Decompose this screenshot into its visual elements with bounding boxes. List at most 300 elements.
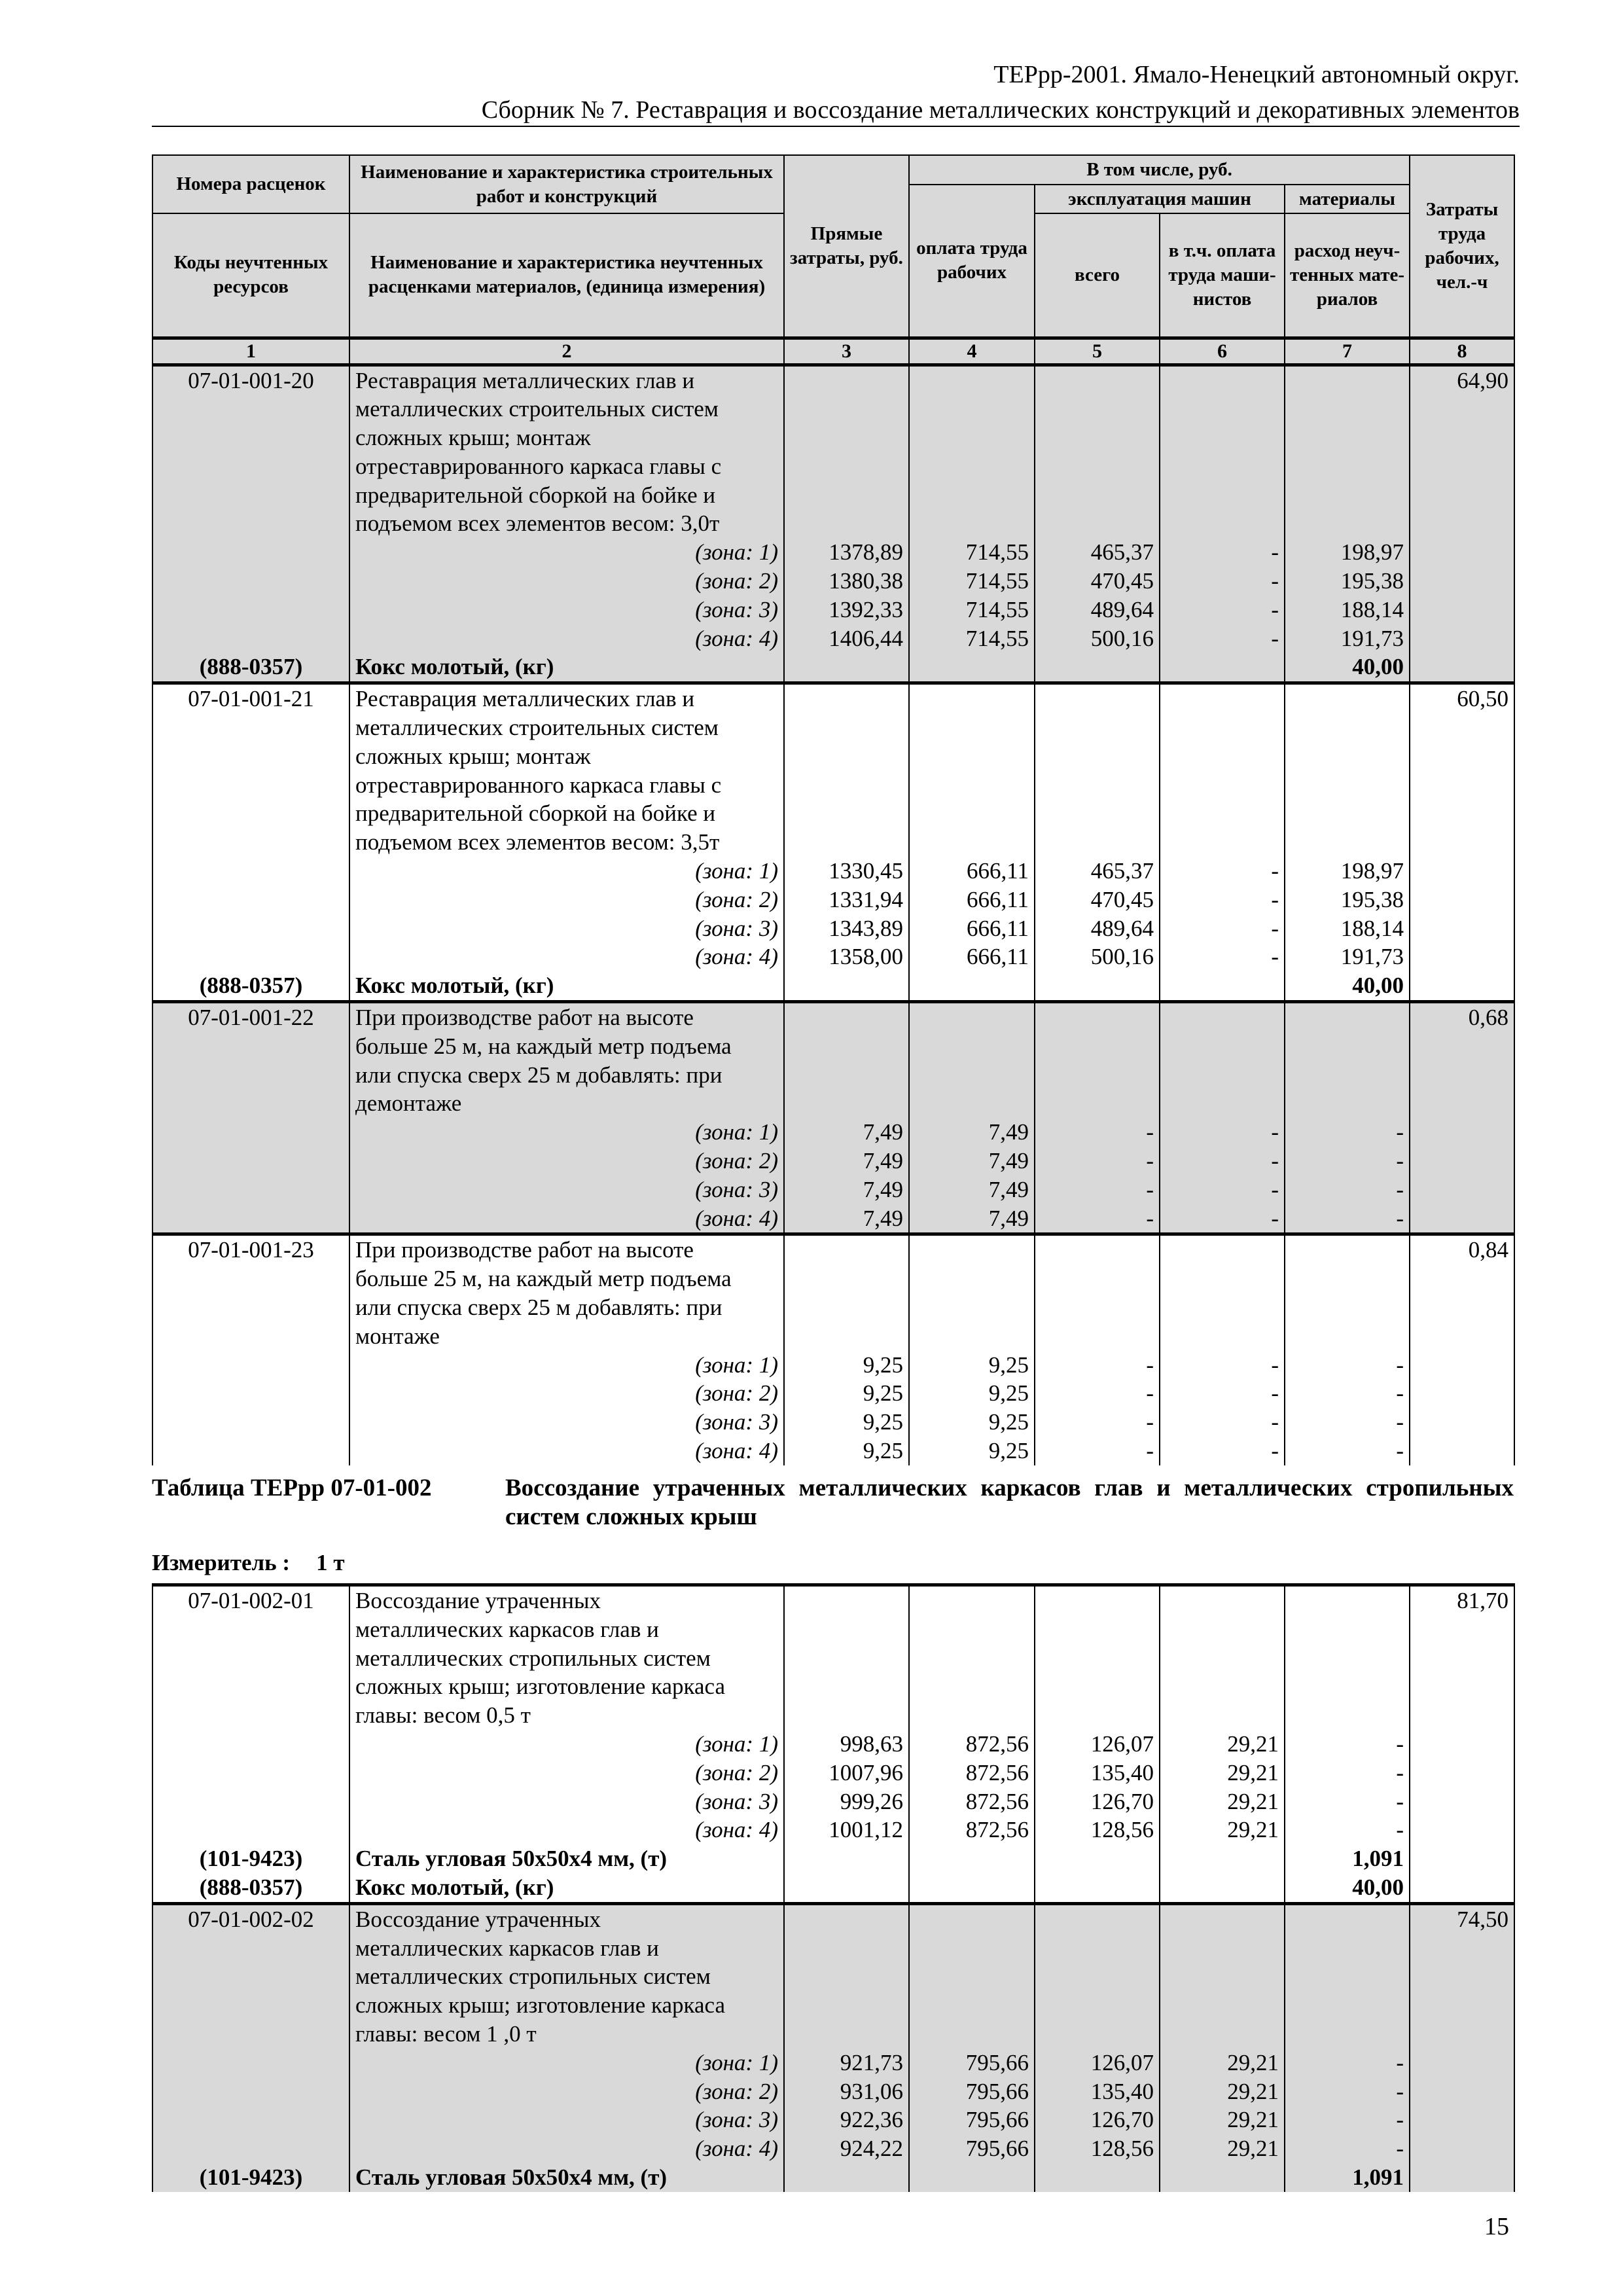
direct-cost: 9,25: [784, 1351, 909, 1380]
rate-code: [152, 1322, 349, 1351]
zone-label: (зона: 2): [349, 1759, 784, 1787]
empty-cell: [1160, 713, 1285, 742]
empty-cell: [1285, 1293, 1410, 1322]
labor-cost: [1410, 799, 1514, 828]
empty-cell: [1035, 1265, 1160, 1293]
empty-cell: [909, 1032, 1035, 1061]
machinist-pay: -: [1160, 1408, 1285, 1437]
rate-code: [152, 799, 349, 828]
empty-cell: [1410, 624, 1514, 653]
empty-cell: [1035, 1061, 1160, 1090]
rate-description-row: [152, 1061, 1514, 1090]
worker-pay: 7,49: [909, 1175, 1035, 1204]
empty-cell: [152, 596, 349, 624]
worker-pay: 795,66: [909, 2049, 1035, 2077]
machines-total: -: [1035, 1118, 1160, 1147]
col-number: 8: [1410, 338, 1514, 365]
empty-cell: [1285, 1061, 1410, 1090]
empty-cell: [1285, 799, 1410, 828]
empty-cell: [784, 771, 909, 800]
zone-row: [152, 1147, 1514, 1175]
worker-pay: 9,25: [909, 1351, 1035, 1380]
empty-cell: [784, 1644, 909, 1673]
empty-cell: [1035, 1293, 1160, 1322]
material-cost: -: [1285, 1759, 1410, 1787]
resource-quantity: 1,091: [1285, 2163, 1410, 2192]
direct-cost: 1343,89: [784, 914, 909, 943]
empty-cell: [1035, 395, 1160, 423]
running-header-collection: Сборник № 7. Реставрация и воссоздание металлических конструкций и декоративных элементов: [481, 96, 1520, 124]
rate-description: Реставрация металлических глав и: [349, 683, 784, 713]
machines-total: 465,37: [1035, 538, 1160, 567]
empty-cell: [1160, 423, 1285, 452]
machines-total: -: [1035, 1408, 1160, 1437]
machinist-pay: 29,21: [1160, 2077, 1285, 2106]
empty-cell: [784, 971, 909, 1001]
empty-cell: [1160, 1644, 1285, 1673]
rate-description: предварительной сборкой на бойке и: [349, 799, 784, 828]
empty-cell: [1410, 1730, 1514, 1759]
direct-cost: 1392,33: [784, 596, 909, 624]
empty-cell: [1160, 1672, 1285, 1701]
machinist-pay: -: [1160, 886, 1285, 914]
machinist-pay: -: [1160, 1351, 1285, 1380]
labor-cost: [1410, 1032, 1514, 1061]
empty-cell: [1285, 1002, 1410, 1032]
labor-cost: 64,90: [1410, 365, 1514, 395]
labor-cost: [1410, 509, 1514, 538]
empty-cell: [1160, 1615, 1285, 1644]
empty-cell: [909, 365, 1035, 395]
empty-cell: [152, 1175, 349, 1204]
labor-cost: [1410, 1265, 1514, 1293]
empty-cell: [909, 799, 1035, 828]
material-cost: -: [1285, 1204, 1410, 1234]
zone-row: [152, 1759, 1514, 1787]
rate-description-row: [152, 423, 1514, 452]
empty-cell: [909, 713, 1035, 742]
empty-cell: [784, 2163, 909, 2192]
machinist-pay: -: [1160, 1379, 1285, 1408]
empty-cell: [909, 2163, 1035, 2192]
material-cost: -: [1285, 1175, 1410, 1204]
empty-cell: [1160, 799, 1285, 828]
machines-total: 126,70: [1035, 2106, 1160, 2134]
th-labor-costs: Затраты труда рабочих, чел.-ч: [1410, 155, 1514, 338]
empty-cell: [909, 1293, 1035, 1322]
empty-cell: [1285, 1701, 1410, 1730]
rate-code: [152, 742, 349, 771]
empty-cell: [1160, 2163, 1285, 2192]
col-number: 3: [784, 338, 909, 365]
material-cost: -: [1285, 1147, 1410, 1175]
machines-total: 500,16: [1035, 624, 1160, 653]
th-machinist-pay: в т.ч. оплата труда маши-нистов: [1160, 213, 1285, 338]
zone-row: [152, 624, 1514, 653]
empty-cell: [784, 1615, 909, 1644]
empty-cell: [1410, 1147, 1514, 1175]
material-cost: -: [1285, 1437, 1410, 1465]
worker-pay: 7,49: [909, 1118, 1035, 1147]
table-title: [152, 1474, 1514, 1532]
empty-cell: [784, 2020, 909, 2049]
machinist-pay: -: [1160, 596, 1285, 624]
th-direct-costs: Прямые затраты, руб.: [784, 155, 909, 338]
rate-code: [152, 713, 349, 742]
empty-cell: [1285, 1585, 1410, 1615]
direct-cost: 1331,94: [784, 886, 909, 914]
zone-row: [152, 2134, 1514, 2163]
material-cost: 195,38: [1285, 886, 1410, 914]
machinist-pay: 29,21: [1160, 1787, 1285, 1816]
zone-label: (зона: 3): [349, 596, 784, 624]
empty-cell: [1160, 683, 1285, 713]
empty-cell: [909, 971, 1035, 1001]
rate-code: [152, 771, 349, 800]
labor-cost: 0,84: [1410, 1234, 1514, 1265]
empty-cell: [152, 567, 349, 596]
worker-pay: 7,49: [909, 1147, 1035, 1175]
empty-cell: [909, 771, 1035, 800]
empty-cell: [784, 395, 909, 423]
worker-pay: 666,11: [909, 914, 1035, 943]
empty-cell: [784, 1061, 909, 1090]
empty-cell: [1410, 1816, 1514, 1844]
labor-cost: [1410, 1962, 1514, 1991]
empty-cell: [784, 742, 909, 771]
rate-description-row: [152, 799, 1514, 828]
zone-label: (зона: 3): [349, 1787, 784, 1816]
zone-row: [152, 1730, 1514, 1759]
rate-description: металлических каркасов глав и: [349, 1615, 784, 1644]
empty-cell: [1285, 365, 1410, 395]
empty-cell: [1410, 1118, 1514, 1147]
zone-row: [152, 1408, 1514, 1437]
empty-cell: [909, 828, 1035, 857]
empty-cell: [784, 452, 909, 481]
rate-description: При производстве работ на высоте: [349, 1234, 784, 1265]
empty-cell: [784, 1873, 909, 1903]
rate-description: или спуска сверх 25 м добавлять: при: [349, 1293, 784, 1322]
machinist-pay: 29,21: [1160, 2134, 1285, 2163]
machines-total: 470,45: [1035, 567, 1160, 596]
labor-cost: [1410, 713, 1514, 742]
labor-cost: [1410, 1061, 1514, 1090]
empty-cell: [909, 742, 1035, 771]
table-header: [152, 155, 1514, 365]
machines-total: 135,40: [1035, 2077, 1160, 2106]
empty-cell: [784, 1002, 909, 1032]
empty-cell: [1160, 1322, 1285, 1351]
rate-description: сложных крыш; монтаж: [349, 423, 784, 452]
measure-unit: [152, 1549, 345, 1577]
zone-label: (зона: 2): [349, 886, 784, 914]
header-rule: [152, 126, 1520, 127]
empty-cell: [152, 2077, 349, 2106]
empty-cell: [909, 1615, 1035, 1644]
empty-cell: [784, 653, 909, 683]
rate-description: главы: весом 1 ,0 т: [349, 2020, 784, 2049]
worker-pay: 795,66: [909, 2077, 1035, 2106]
rate-description-row: [152, 1934, 1514, 1963]
machinist-pay: 29,21: [1160, 1759, 1285, 1787]
empty-cell: [1410, 914, 1514, 943]
empty-cell: [909, 1265, 1035, 1293]
empty-cell: [909, 1844, 1035, 1873]
empty-cell: [1410, 1873, 1514, 1903]
empty-cell: [1285, 509, 1410, 538]
resource-name: Кокс молотый, (кг): [349, 653, 784, 683]
empty-cell: [152, 1816, 349, 1844]
resource-code: (888-0357): [152, 653, 349, 683]
rate-description-row: [152, 771, 1514, 800]
rate-description: При производстве работ на высоте: [349, 1002, 784, 1032]
empty-cell: [909, 683, 1035, 713]
worker-pay: 872,56: [909, 1759, 1035, 1787]
empty-cell: [784, 481, 909, 510]
empty-cell: [152, 624, 349, 653]
zone-row: [152, 1379, 1514, 1408]
machines-total: 470,45: [1035, 886, 1160, 914]
empty-cell: [1160, 509, 1285, 538]
rate-description: сложных крыш; изготовление каркаса: [349, 1672, 784, 1701]
rate-description: или спуска сверх 25 м добавлять: при: [349, 1061, 784, 1090]
worker-pay: 872,56: [909, 1730, 1035, 1759]
empty-cell: [1035, 1002, 1160, 1032]
material-cost: -: [1285, 2134, 1410, 2163]
zone-label: (зона: 3): [349, 2106, 784, 2134]
direct-cost: 9,25: [784, 1437, 909, 1465]
rate-code: [152, 1644, 349, 1673]
empty-cell: [1035, 1644, 1160, 1673]
empty-cell: [1285, 1322, 1410, 1351]
resource-code: (101-9423): [152, 1844, 349, 1873]
machinist-pay: -: [1160, 1118, 1285, 1147]
empty-cell: [1035, 1701, 1160, 1730]
rate-description: отреставрированного каркаса главы с: [349, 771, 784, 800]
empty-cell: [1160, 1701, 1285, 1730]
empty-cell: [784, 713, 909, 742]
rate-code: 07-01-001-23: [152, 1234, 349, 1265]
machinist-pay: -: [1160, 1147, 1285, 1175]
resource-code: (101-9423): [152, 2163, 349, 2192]
empty-cell: [1035, 1672, 1160, 1701]
rate-description: металлических каркасов глав и: [349, 1934, 784, 1963]
material-cost: 198,97: [1285, 857, 1410, 886]
machinist-pay: -: [1160, 857, 1285, 886]
empty-cell: [909, 653, 1035, 683]
rate-code: [152, 1089, 349, 1118]
empty-cell: [1035, 1234, 1160, 1265]
empty-cell: [784, 799, 909, 828]
empty-cell: [152, 2106, 349, 2134]
machinist-pay: -: [1160, 942, 1285, 971]
resource-code: (888-0357): [152, 1873, 349, 1903]
rate-description: главы: весом 0,5 т: [349, 1701, 784, 1730]
worker-pay: 666,11: [909, 857, 1035, 886]
empty-cell: [909, 1962, 1035, 1991]
zone-label: (зона: 4): [349, 1204, 784, 1234]
worker-pay: 795,66: [909, 2134, 1035, 2163]
empty-cell: [784, 1265, 909, 1293]
empty-cell: [1035, 1089, 1160, 1118]
rate-code: [152, 1615, 349, 1644]
empty-cell: [909, 481, 1035, 510]
rate-code: [152, 509, 349, 538]
empty-cell: [1160, 971, 1285, 1001]
direct-cost: 924,22: [784, 2134, 909, 2163]
rate-description-row: [152, 1672, 1514, 1701]
empty-cell: [1160, 1873, 1285, 1903]
empty-cell: [909, 509, 1035, 538]
rate-description: металлических строительных систем: [349, 713, 784, 742]
empty-cell: [1160, 828, 1285, 857]
rate-description-row: [152, 1644, 1514, 1673]
labor-cost: [1410, 771, 1514, 800]
machines-total: -: [1035, 1204, 1160, 1234]
empty-cell: [152, 914, 349, 943]
empty-cell: [909, 1701, 1035, 1730]
resource-name: Сталь угловая 50х50х4 мм, (т): [349, 1844, 784, 1873]
empty-cell: [784, 1032, 909, 1061]
worker-pay: 666,11: [909, 942, 1035, 971]
direct-cost: 9,25: [784, 1408, 909, 1437]
zone-row: [152, 1118, 1514, 1147]
zone-label: (зона: 1): [349, 538, 784, 567]
rate-description: Воссоздание утраченных: [349, 1585, 784, 1615]
th-machine-operation: эксплуатация машин: [1035, 185, 1285, 213]
rate-code: [152, 1032, 349, 1061]
direct-cost: 1406,44: [784, 624, 909, 653]
resource-row: [152, 1844, 1514, 1873]
table-title-prefix: Таблица ТЕРрр 07-01-002: [152, 1475, 432, 1501]
empty-cell: [784, 1672, 909, 1701]
zone-label: (зона: 2): [349, 2077, 784, 2106]
empty-cell: [1160, 1032, 1285, 1061]
empty-cell: [1285, 683, 1410, 713]
empty-cell: [1285, 1089, 1410, 1118]
zone-row: [152, 1437, 1514, 1465]
empty-cell: [909, 1873, 1035, 1903]
direct-cost: 922,36: [784, 2106, 909, 2134]
rate-code: 07-01-001-20: [152, 365, 349, 395]
rate-description-row: [152, 1293, 1514, 1322]
empty-cell: [1035, 365, 1160, 395]
rate-description-row: [152, 509, 1514, 538]
empty-cell: [1035, 971, 1160, 1001]
zone-label: (зона: 4): [349, 2134, 784, 2163]
resource-code: (888-0357): [152, 971, 349, 1001]
empty-cell: [909, 1002, 1035, 1032]
empty-cell: [1035, 771, 1160, 800]
zone-label: (зона: 4): [349, 1437, 784, 1465]
resource-quantity: 40,00: [1285, 971, 1410, 1001]
empty-cell: [1285, 828, 1410, 857]
labor-cost: 0,68: [1410, 1002, 1514, 1032]
rates-table-07-01-002: [152, 1583, 1515, 2192]
empty-cell: [909, 1061, 1035, 1090]
empty-cell: [1160, 1089, 1285, 1118]
empty-cell: [1410, 538, 1514, 567]
empty-cell: [784, 1234, 909, 1265]
rate-description: сложных крыш; изготовление каркаса: [349, 1991, 784, 2020]
zone-row: [152, 1787, 1514, 1816]
zone-row: [152, 942, 1514, 971]
empty-cell: [909, 1903, 1035, 1933]
machines-total: 135,40: [1035, 1759, 1160, 1787]
zone-label: (зона: 4): [349, 624, 784, 653]
empty-cell: [152, 538, 349, 567]
empty-cell: [1285, 1644, 1410, 1673]
direct-cost: 999,26: [784, 1787, 909, 1816]
empty-cell: [784, 1322, 909, 1351]
rate-code: [152, 1701, 349, 1730]
rate-code: [152, 1061, 349, 1090]
col-number: 1: [152, 338, 349, 365]
zone-row: [152, 2106, 1514, 2134]
worker-pay: 872,56: [909, 1787, 1035, 1816]
empty-cell: [1160, 1934, 1285, 1963]
labor-cost: [1410, 1322, 1514, 1351]
machines-total: 128,56: [1035, 2134, 1160, 2163]
empty-cell: [1035, 1615, 1160, 1644]
zone-label: (зона: 4): [349, 942, 784, 971]
worker-pay: 714,55: [909, 624, 1035, 653]
worker-pay: 9,25: [909, 1408, 1035, 1437]
direct-cost: 7,49: [784, 1118, 909, 1147]
empty-cell: [152, 2134, 349, 2163]
empty-cell: [784, 509, 909, 538]
zone-row: [152, 886, 1514, 914]
labor-cost: 60,50: [1410, 683, 1514, 713]
rate-row: [152, 365, 1514, 395]
machinist-pay: -: [1160, 1175, 1285, 1204]
labor-cost: [1410, 742, 1514, 771]
empty-cell: [1410, 1175, 1514, 1204]
rate-code: [152, 1934, 349, 1963]
empty-cell: [152, 1437, 349, 1465]
rate-description: больше 25 м, на каждый метр подъема: [349, 1032, 784, 1061]
material-cost: -: [1285, 2049, 1410, 2077]
rate-code: 07-01-001-22: [152, 1002, 349, 1032]
empty-cell: [909, 423, 1035, 452]
machines-total: 126,07: [1035, 1730, 1160, 1759]
empty-cell: [1160, 1265, 1285, 1293]
empty-cell: [1285, 1615, 1410, 1644]
empty-cell: [784, 1844, 909, 1873]
machinist-pay: -: [1160, 624, 1285, 653]
empty-cell: [1410, 2106, 1514, 2134]
zone-row: [152, 596, 1514, 624]
table-title-text: Воссоздание утраченных металлических каркасов глав и металлических стропильных систем сложных крыш: [505, 1475, 1514, 1530]
empty-cell: [1035, 2020, 1160, 2049]
resource-name: Кокс молотый, (кг): [349, 971, 784, 1001]
machines-total: -: [1035, 1379, 1160, 1408]
empty-cell: [1035, 799, 1160, 828]
rate-description: Воссоздание утраченных: [349, 1903, 784, 1933]
rate-code: [152, 423, 349, 452]
labor-cost: [1410, 1672, 1514, 1701]
empty-cell: [784, 1089, 909, 1118]
labor-cost: [1410, 1644, 1514, 1673]
empty-cell: [1160, 1585, 1285, 1615]
table-body: [152, 1585, 1514, 2192]
worker-pay: 714,55: [909, 596, 1035, 624]
machinist-pay: 29,21: [1160, 1730, 1285, 1759]
rate-description-row: [152, 1322, 1514, 1351]
labor-cost: 81,70: [1410, 1585, 1514, 1615]
rate-code: [152, 481, 349, 510]
